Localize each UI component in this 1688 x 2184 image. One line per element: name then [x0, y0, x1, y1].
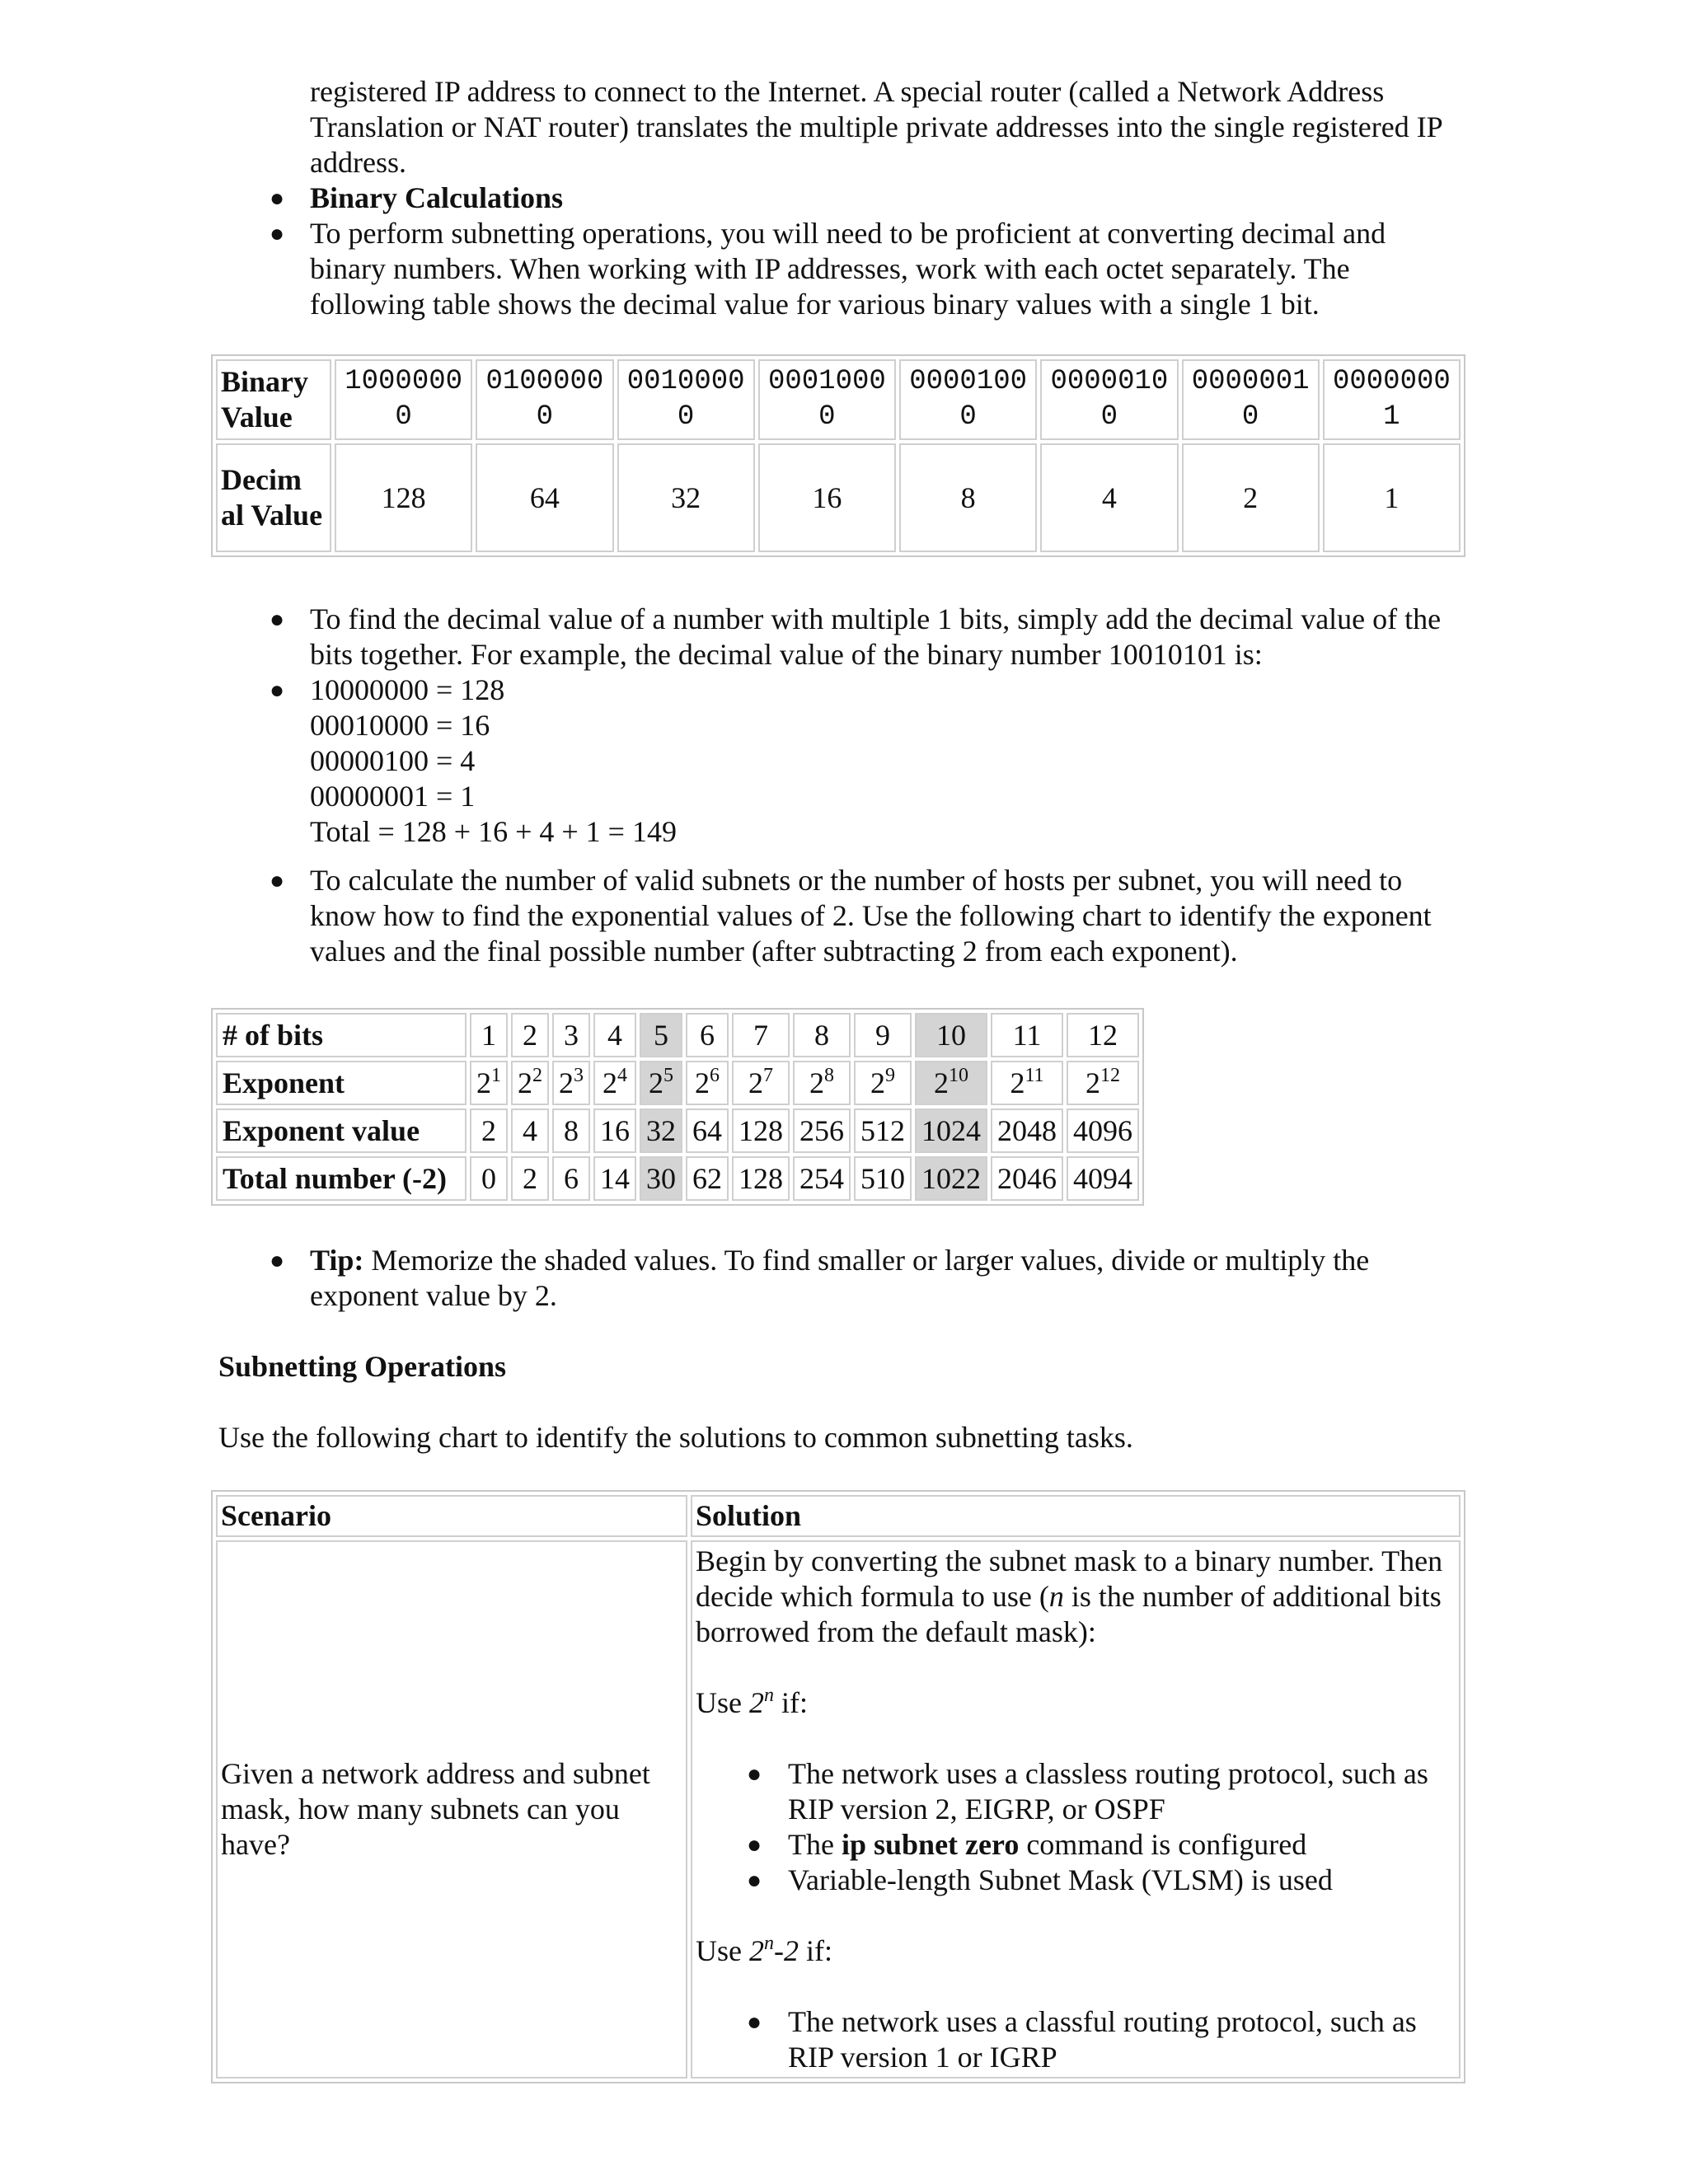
- intro-bullet-list: [269, 180, 1447, 322]
- binary-cell: 0000000 1: [1323, 359, 1461, 440]
- binary-cell: 0001000 0: [758, 359, 896, 440]
- exponent-value-cell: 1024: [915, 1108, 987, 1153]
- decimal-cell: 16: [758, 443, 896, 552]
- multi-bits-text: To find the decimal value of a number with multiple 1 bits, simply add the decimal value of the bits together. For example, the decimal value of the binary number 10010101 is:: [310, 602, 1442, 671]
- total-cell: 4094: [1067, 1156, 1139, 1201]
- bits-cell: 6: [686, 1013, 729, 1057]
- table-row: [216, 1156, 1139, 1201]
- exponent-table: [211, 1008, 1144, 1206]
- list-item: ● Variable-length Subnet Mask (VLSM) is used: [788, 1863, 1456, 1898]
- binary-cell: 0100000 0: [476, 359, 613, 440]
- tip-label: Tip:: [310, 1244, 364, 1277]
- calc-line: 00010000 = 16: [310, 709, 490, 742]
- total-cell: 510: [854, 1156, 912, 1201]
- bits-cell: 7: [732, 1013, 790, 1057]
- exponent-cell: $2^1$: [470, 1061, 508, 1105]
- total-cell: 2: [511, 1156, 549, 1201]
- bits-cell: 2: [511, 1013, 549, 1057]
- exponent-cell: $2^5$: [640, 1061, 682, 1105]
- table-row: [216, 1061, 1139, 1105]
- binary-cell: 0000010 0: [1040, 359, 1178, 440]
- tip-list: [269, 1243, 1464, 1314]
- total-number-header: Total number (-2): [216, 1156, 467, 1201]
- multi-bits-section: [269, 602, 1464, 969]
- exponent-cell: $2^2$: [511, 1061, 549, 1105]
- exponent-value-cell: 8: [552, 1108, 590, 1153]
- bits-cell: 12: [1067, 1013, 1139, 1057]
- list-item: [269, 180, 1447, 216]
- exponent-cell: $2^7$: [732, 1061, 790, 1105]
- exponent-value-header: Exponent value: [216, 1108, 467, 1153]
- bits-cell: 4: [593, 1013, 636, 1057]
- bits-cell: 1: [470, 1013, 508, 1057]
- bullet-icon: ●: [269, 185, 285, 212]
- subnetting-intro: Use the following chart to identify the solutions to common subnetting tasks.: [218, 1421, 1133, 1454]
- table-row: [216, 1108, 1139, 1153]
- total-cell: 30: [640, 1156, 682, 1201]
- binary-cell: 0000100 0: [899, 359, 1037, 440]
- calc-line: 00000001 = 1: [310, 780, 476, 813]
- intro-section: [269, 74, 1447, 322]
- scenario-cell: Given a network address and subnet mask, how many subnets can you have?: [216, 1540, 687, 2079]
- exponent-cell: $2^8$: [793, 1061, 851, 1105]
- exponent-value-cell: 2: [470, 1108, 508, 1153]
- decimal-cell: 1: [1323, 443, 1461, 552]
- exponent-value-cell: 4096: [1067, 1108, 1139, 1153]
- exponent-value-cell: 128: [732, 1108, 790, 1153]
- solution-header: Solution: [691, 1495, 1461, 1537]
- exponent-value-cell: 256: [793, 1108, 851, 1153]
- exponent-intro-text: To calculate the number of valid subnets or the number of hosts per subnet, you will need to know how to find the exponential values of 2. Use the following chart to identify the exponent values and the final possible number (after subtracting 2 from each exponent).: [310, 864, 1432, 968]
- list-item: [269, 863, 1464, 969]
- bits-cell: 3: [552, 1013, 590, 1057]
- tip-text: Memorize the shaded values. To find smaller or larger values, divide or multiply the exponent value by 2.: [310, 1244, 1370, 1312]
- decimal-cell: 4: [1040, 443, 1178, 552]
- list-item: [269, 216, 1447, 322]
- bullet-icon: ●: [269, 867, 285, 894]
- table-row: [216, 443, 1461, 552]
- list-item: ● The network uses a classful routing protocol, such as RIP version 1 or IGRP: [788, 2004, 1456, 2075]
- solution-intro: Begin by converting the subnet mask to a binary number. Then decide which formula to use (n is the number of additional bits borrowed from the default mask):: [696, 1544, 1443, 1648]
- list-item: ● The network uses a classless routing protocol, such as RIP version 2, EIGRP, or OSPF: [788, 1756, 1456, 1827]
- table-row: [216, 1013, 1139, 1057]
- decimal-value-header: Decim al Value: [216, 443, 331, 552]
- bits-cell: 9: [854, 1013, 912, 1057]
- exponent-header: Exponent: [216, 1061, 467, 1105]
- list-item: ● The ip subnet zero command is configured: [788, 1827, 1456, 1863]
- exponent-cell: $2^{12}$: [1067, 1061, 1139, 1105]
- total-cell: 62: [686, 1156, 729, 1201]
- total-cell: 14: [593, 1156, 636, 1201]
- use-2n-minus-2-list: [696, 2004, 1456, 2075]
- bits-header: # of bits: [216, 1013, 467, 1057]
- table-row: [216, 1540, 1461, 2079]
- binary-cell: 0000001 0: [1182, 359, 1320, 440]
- total-cell: 254: [793, 1156, 851, 1201]
- intro-continuation-text: registered IP address to connect to the Internet. A special router (called a Network Address Translation or NAT router) translates the multiple private addresses into the single registered IP address.: [310, 75, 1442, 179]
- subnetting-heading: Subnetting Operations: [218, 1350, 507, 1383]
- total-cell: 2046: [991, 1156, 1063, 1201]
- bullet-icon: ●: [746, 1867, 762, 1894]
- tip-section: [269, 1243, 1464, 1314]
- exponent-cell: $2^4$: [593, 1061, 636, 1105]
- binary-value-header: Binary Value: [216, 359, 331, 440]
- decimal-cell: 64: [476, 443, 613, 552]
- solution-cell: [691, 1540, 1461, 2079]
- exponent-value-cell: 4: [511, 1108, 549, 1153]
- bullet-icon: ●: [269, 606, 285, 633]
- exponent-cell: $2^{10}$: [915, 1061, 987, 1105]
- decimal-cell: 8: [899, 443, 1037, 552]
- bullet-icon: ●: [269, 677, 285, 704]
- exponent-value-cell: 512: [854, 1108, 912, 1153]
- total-cell: 128: [732, 1156, 790, 1201]
- exponent-value-cell: 64: [686, 1108, 729, 1153]
- bullet-icon: ●: [746, 1831, 762, 1858]
- binary-value-table: [211, 354, 1465, 557]
- use-2n-label: Use 2$^n$ if:: [696, 1685, 808, 1719]
- total-cell: 0: [470, 1156, 508, 1201]
- list-item: [269, 673, 1464, 850]
- binary-calculations-heading: Binary Calculations: [310, 181, 564, 214]
- scenario-header: Scenario: [216, 1495, 687, 1537]
- binary-intro-text: To perform subnetting operations, you will need to be proficient at converting decimal and binary numbers. When working with IP addresses, work with each octet separately. The following table shows the decimal value for various binary values with a single 1 bit.: [310, 217, 1386, 321]
- multi-bits-list: [269, 602, 1464, 969]
- exponent-cell: $2^3$: [552, 1061, 590, 1105]
- use-2n-list: [696, 1756, 1456, 1898]
- exponent-cell: $2^9$: [854, 1061, 912, 1105]
- calc-total: Total = 128 + 16 + 4 + 1 = 149: [310, 815, 677, 848]
- total-cell: 6: [552, 1156, 590, 1201]
- calc-line: 00000100 = 4: [310, 744, 476, 777]
- exponent-value-cell: 2048: [991, 1108, 1063, 1153]
- list-item: [269, 602, 1464, 673]
- total-cell: 1022: [915, 1156, 987, 1201]
- bullet-icon: ●: [746, 1760, 762, 1788]
- binary-cell: 0010000 0: [617, 359, 755, 440]
- table-row: [216, 359, 1461, 440]
- exponent-value-cell: 32: [640, 1108, 682, 1153]
- list-item: [269, 1243, 1464, 1314]
- calc-line: 10000000 = 128: [310, 673, 505, 706]
- bits-cell: 8: [793, 1013, 851, 1057]
- bullet-icon: ●: [269, 220, 285, 247]
- bits-cell: 11: [991, 1013, 1063, 1057]
- table-row: [216, 1495, 1461, 1537]
- bits-cell: 10: [915, 1013, 987, 1057]
- binary-cell: 1000000 0: [335, 359, 472, 440]
- decimal-cell: 128: [335, 443, 472, 552]
- decimal-cell: 32: [617, 443, 755, 552]
- bullet-icon: ●: [269, 1247, 285, 1274]
- bits-cell: 5: [640, 1013, 682, 1057]
- scenario-table: [211, 1490, 1465, 2083]
- exponent-value-cell: 16: [593, 1108, 636, 1153]
- decimal-cell: 2: [1182, 443, 1320, 552]
- exponent-cell: $2^6$: [686, 1061, 729, 1105]
- exponent-cell: $2^{11}$: [991, 1061, 1063, 1105]
- bullet-icon: ●: [746, 2008, 762, 2036]
- use-2n-minus-2-label: Use 2$^n$-2 if:: [696, 1933, 832, 1967]
